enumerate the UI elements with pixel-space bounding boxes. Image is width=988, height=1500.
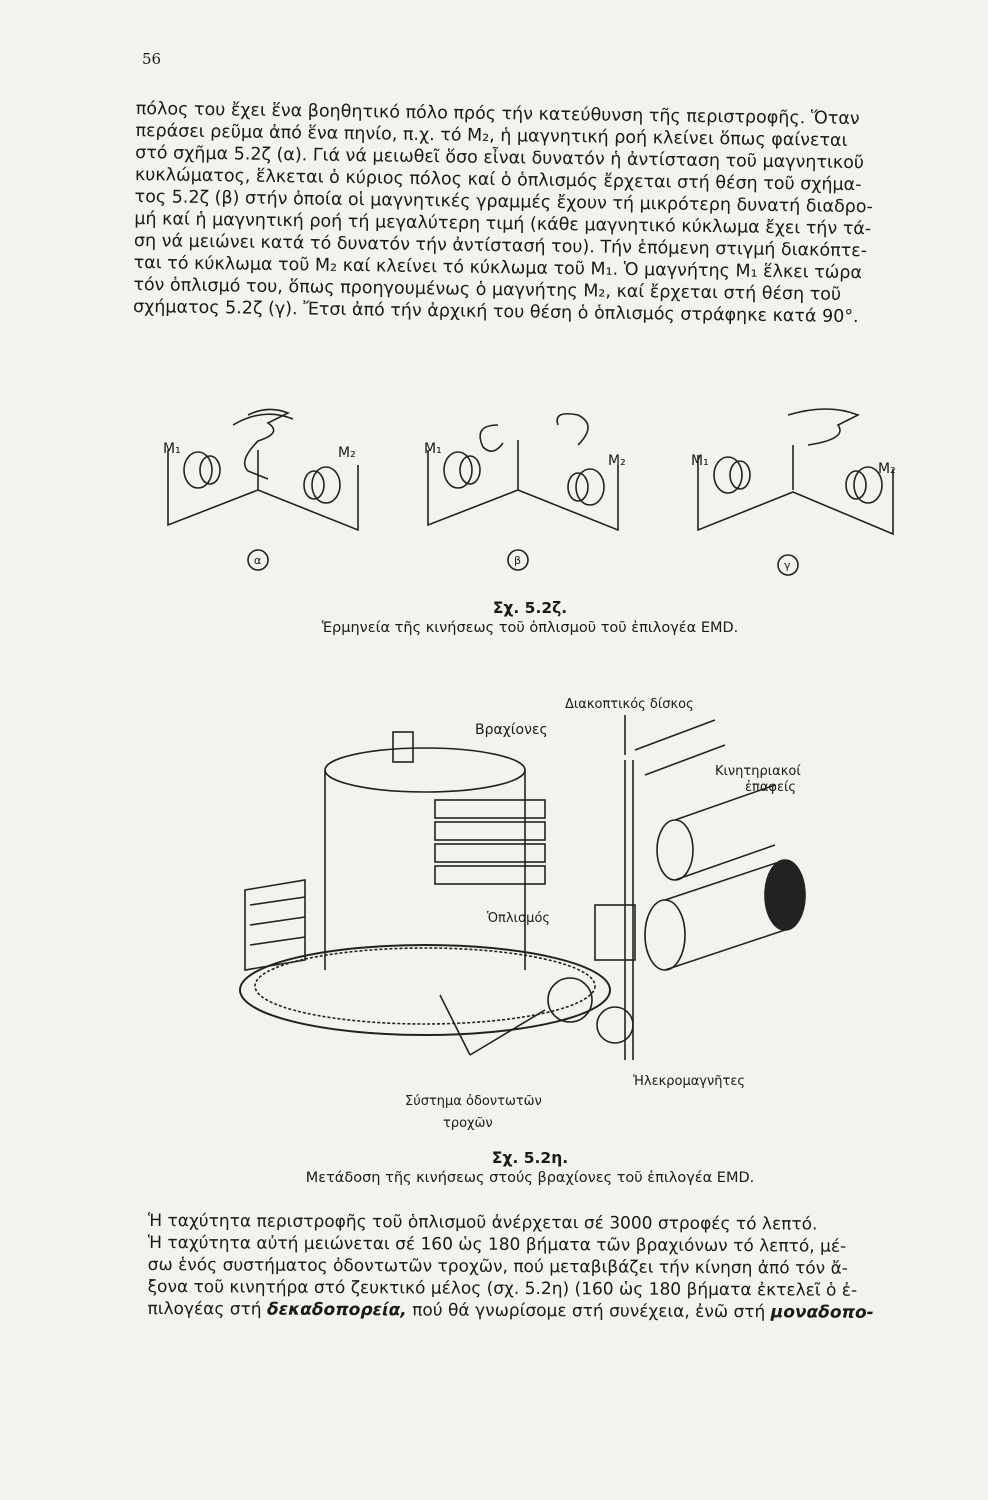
text-line: Ἡ ταχύτητα αὐτή μειώνεται σέ 160 ὡς 180 βήματα τῶν βραχιόνων τό λεπτό, μέ- <box>147 1232 847 1257</box>
text-line: σω ἑνός συστήματος ὀδοντωτῶν τροχῶν, πού μεταβιβάζει τήν κίνηση ἀπό τόν ἄ- <box>147 1254 849 1279</box>
text-run: πού θά γνωρίσομε στή συνέχεια, ἐνῶ στή <box>406 1300 771 1323</box>
label-disc: Διακοπτικός δίσκος <box>565 697 694 712</box>
text-line: Ἡ ταχύτητα περιστροφῆς τοῦ ὁπλισμοῦ ἀνέρχεται σέ 3000 στροφές τό λεπτό. <box>147 1211 818 1235</box>
text-line: κυκλώματος, ἕλκεται ὁ κύριος πόλος καί ὁ ὁπλισμός ἔρχεται στή θέση τοῦ σχήμα- <box>134 164 862 196</box>
label-m1: M₁ <box>163 441 181 457</box>
caption-text: Μετάδοση τῆς κινήσεως στούς βραχίονες τοῦ ἐπιλογέα EMD. <box>305 1170 755 1186</box>
emphasis-term: δεκαδοπορεία, <box>266 1299 407 1321</box>
figure-armature-positions <box>138 395 948 610</box>
label-arms: Βραχίονες <box>475 722 548 738</box>
caption-text: Ἑρμηνεία τῆς κινήσεως τοῦ ὁπλισμοῦ τοῦ ἐπιλογέα EMD. <box>321 620 739 636</box>
text-line: πόλος του ἔχει ἕνα βοηθητικό πόλο πρός τήν κατεύθυνση τῆς περιστροφῆς. Ὅταν <box>135 98 860 130</box>
label-m1: M₁ <box>424 441 442 457</box>
paragraph-armature-motion <box>133 98 948 329</box>
text-run: πιλογέας στή <box>147 1298 268 1320</box>
figure-caption-5-2h <box>250 1148 810 1188</box>
text-line: περάσει ρεῦμα ἀπό ἕνα πηνίο, π.χ. τό M₂, ἡ μαγνητική ροή κλείνει ὅπως φαίνεται <box>135 120 848 151</box>
emphasis-term: μοναδοπο- <box>770 1302 874 1323</box>
text-line: ξονα τοῦ κινητήρα στό ζευκτικό μέλος (σχ. 5.2η) (160 ὡς 180 βήματα ἐκτελεῖ ὁ ἐ- <box>147 1276 858 1301</box>
text-line: στό σχῆμα 5.2ζ (α). Γιά νά μειωθεῖ ὅσο εἶναι δυνατόν ἡ ἀντίσταση τοῦ μαγνητικοῦ <box>135 142 865 174</box>
paragraph-rotation-speed <box>147 1210 938 1324</box>
label-m1: M₁ <box>691 453 709 469</box>
panel-label-a: α <box>254 554 262 567</box>
label-m2: M₂ <box>338 445 356 461</box>
label-gears-2: τροχῶν <box>443 1116 493 1131</box>
caption-number: Σχ. 5.2η. <box>491 1149 569 1167</box>
label-contacts-1: Κινητηριακοί <box>715 764 801 779</box>
label-magnets: Ἠλεκρομαγνῆτες <box>633 1074 745 1089</box>
figure-caption-5-2z <box>270 598 790 638</box>
figure-selector-mechanism <box>225 690 835 1140</box>
text-line: μή καί ἡ μαγνητική ροή τή μεγαλύτερη τιμή (κάθε μαγνητικό κύκλωμα ἔχει τήν τά- <box>134 208 872 240</box>
label-contacts-2: ἐπαφείς <box>745 780 797 795</box>
text-line: ση νά μειώνει κατά τό δυνατόν τήν ἀντίστασή του). Τήν ἑπόμενη στιγμή διακόπτε- <box>133 230 868 262</box>
text-line <box>147 1298 937 1324</box>
panel-label-c: γ <box>784 559 791 572</box>
text-line: τόν ὁπλισμό του, ὅπως προηγουμένως ὁ μαγνήτης M₂, καί ἔρχεται στή θέση τοῦ <box>133 274 842 305</box>
page-number: 56 <box>142 50 162 68</box>
label-armature: Ὁπλισμός <box>487 911 551 926</box>
panel-label-b: β <box>514 554 522 567</box>
panel-b-diagram <box>428 414 618 570</box>
text-line: σχήματος 5.2ζ (γ). Ἔτσι ἀπό τήν ἀρχική του θέση ὁ ὁπλισμός στράφηκε κατά 90°. <box>132 296 859 328</box>
text-line: τος 5.2ζ (β) στήν ὁποία οἱ μαγνητικές γραμμές ἔχουν τή μικρότερη δυνατή διαδρο- <box>134 186 874 218</box>
label-m2: M₂ <box>878 461 896 477</box>
label-m2: M₂ <box>608 453 626 469</box>
panel-c-diagram <box>698 409 893 575</box>
caption-number: Σχ. 5.2ζ. <box>492 599 568 617</box>
panel-a-diagram <box>168 409 358 570</box>
text-line: ται τό κύκλωμα τοῦ M₂ καί κλείνει τό κύκλωμα τοῦ M₁. Ὁ μαγνήτης M₁ ἕλκει τώρα <box>133 252 863 284</box>
label-gears-1: Σύστημα ὀδοντωτῶν <box>405 1094 542 1109</box>
